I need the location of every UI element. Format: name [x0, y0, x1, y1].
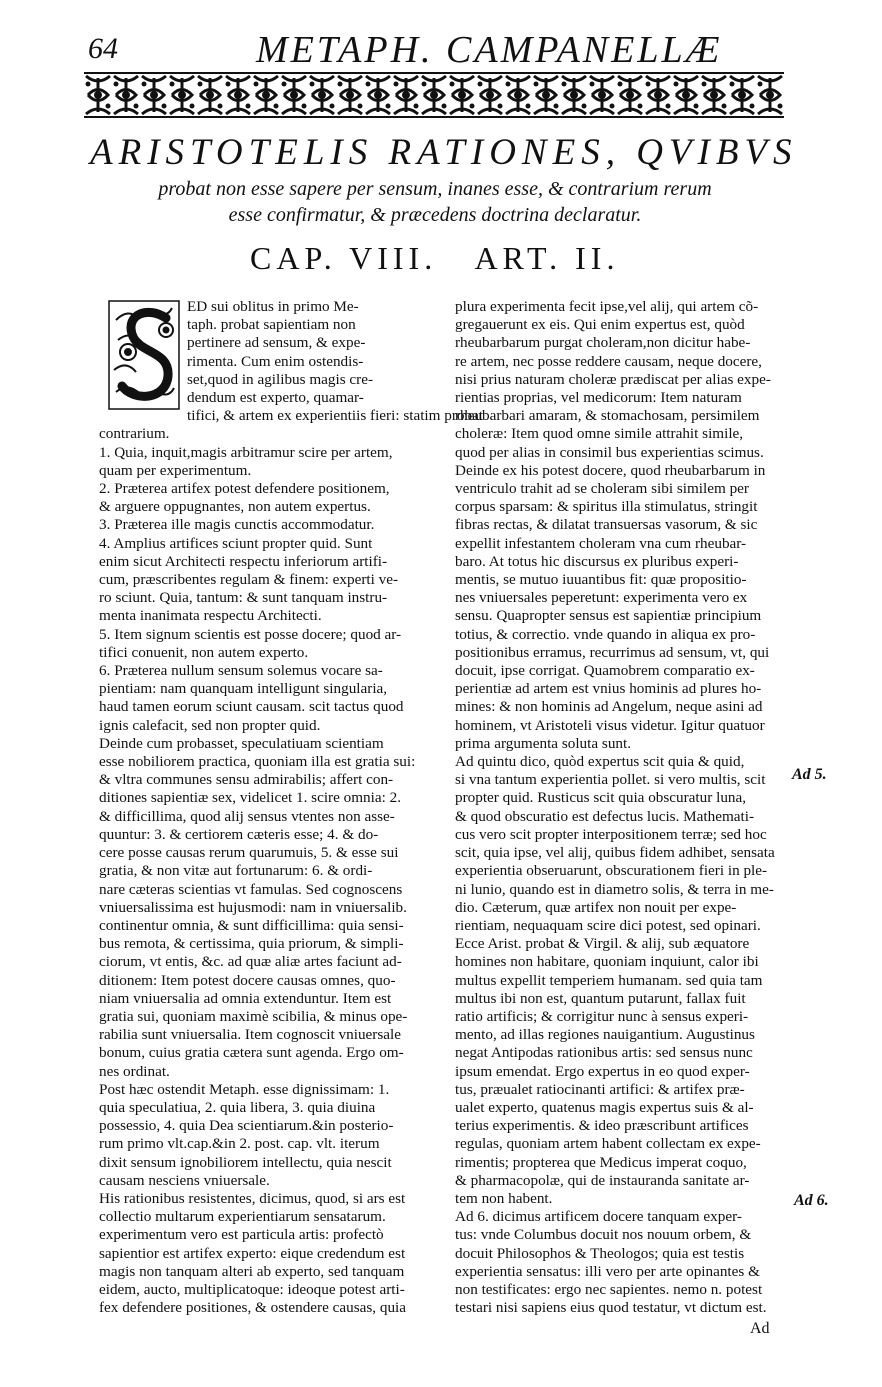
left-column-line: ciorum, vt entis, &c. ad quæ aliæ artes faciunt ad- [99, 953, 402, 971]
right-column-line: gregauerunt ex eis. Qui enim expertus est, quòd [455, 316, 745, 334]
right-column-line: ventriculo trahit ad se choleram sibi similem per [455, 480, 749, 498]
right-column-line: positionibus erramus, recurrimus ad sensum, vt, qui [455, 643, 770, 661]
right-column-line: experientia sensatus: illi vero per arte opinantes & [455, 1262, 760, 1280]
left-column-line: Deinde cum probasset, speculatiuam scientiam [99, 734, 384, 752]
page-number: 64 [88, 32, 118, 65]
left-column-line: & vltra communes sensu admirabilis; affert con- [99, 771, 394, 789]
chapter-title-line3: esse confirmatur, & præcedens doctrina declaratur. [228, 204, 642, 226]
right-column-line: rheubarbari amaram, & stomachosam, persimilem [455, 407, 760, 425]
right-column-line: multus expellit temperiem humanam. sed quia tam [455, 971, 763, 989]
right-column-line: Ad 6. dicimus artificem docere tanquam exper- [455, 1208, 742, 1226]
left-column-line: enim sicut Architecti respectu inferiorum artifi- [99, 552, 388, 570]
margin-note-ad6: Ad 6. [794, 1192, 829, 1209]
left-column-line: rum primo vlt.cap.&in 2. post. cap. vlt. iterum [99, 1135, 380, 1153]
left-column-line: 5. Item signum scientis est posse docere; quod ar- [99, 625, 402, 643]
right-column-line: nes vniuersales peperetunt: experimenta vero ex [455, 589, 748, 607]
right-column-line: expellit infestantem choleram vna cum rheubar- [455, 534, 747, 552]
left-column-line: 4. Amplius artifices sciunt propter quid. Sunt [99, 534, 373, 552]
left-column-line: dendum est experto, quamar- [187, 389, 364, 407]
right-column-line: propter quid. Rusticus scit quia obscuratur luna, [455, 789, 747, 807]
left-column-line: nes ordinat. [99, 1062, 170, 1080]
left-column-line: menta inanimata respectu Architecti. [99, 607, 322, 625]
right-column-line: prima argumenta soluta sunt. [455, 734, 632, 752]
left-column-line: rimenta. Cum enim ostendis- [187, 352, 364, 370]
right-column-line: si vna tantum experientia pollet. si vero multis, scit [455, 771, 766, 789]
right-column-line: fibras rectas, & dilatat transuersas vasorum, & sic [455, 516, 758, 534]
right-column-line: Ecce Arist. probat & Virgil. & alij, sub æquatore [455, 935, 750, 953]
page-header [56, 22, 786, 70]
left-column-line: ED sui oblitus in primo Me- [187, 298, 359, 315]
right-column-line: cus vero scit propter interpositionem terræ; sed hoc [455, 825, 767, 843]
right-column-line: re artem, nec posse reddere causam, neque docere, [455, 352, 762, 370]
left-column-line: & difficillima, quod alij sensus vtentes non asse- [99, 807, 395, 825]
left-column-line: sapientior est artifex experto: eique credendum est [99, 1244, 406, 1262]
right-column-line: sensu. Quapropter sensus est sapientiæ principium [455, 607, 762, 625]
left-column [99, 298, 484, 1317]
left-column-line: pientiam: nam quanquam intelligunt singularia, [99, 680, 388, 698]
left-column-line: quia speculatiua, 2. quia libera, 3. quia diuina [99, 1098, 376, 1116]
right-column-line: tus: vnde Columbus docuit nos nouum orbem, & [455, 1226, 752, 1244]
left-column-line: quam per experimentum. [99, 461, 252, 479]
chapter-heading: CAP. VIII. ART. II. [250, 240, 620, 276]
left-column-line: ditionem: Item potest docere causas omnes, quo- [99, 971, 396, 989]
right-column-line: mento, ad illas regiones nauigantium. Augustinus [455, 1026, 755, 1044]
left-column-line: esse nobiliorem practica, quoniam illa est gratia sui: [99, 753, 416, 771]
left-column-line: tifici conuenit, non autem experto. [99, 643, 309, 661]
left-column-line: nare cæteras scientias vt famulas. Sed cognoscens [99, 880, 403, 898]
left-column-line: tifici, & artem ex experientiis fieri: statim probat [187, 407, 484, 425]
right-column-line: mentis, se mutuo iuuantibus fit: quæ propositio- [455, 571, 747, 589]
left-column-line: fex defendere positiones, & ostendere causas, quia [99, 1299, 407, 1317]
left-column-line: bus remota, & certissima, quia priorum, & simpli- [99, 935, 404, 953]
right-column-line: rientiam, nequaquam scire dici potest, sed opinari. [455, 916, 761, 934]
left-column-line: ro sciunt. Quia, tantum: & sunt tanquam instru- [99, 589, 388, 607]
right-column-line: tus, præualet ratiocinanti artifici: & artifex præ- [455, 1080, 745, 1098]
right-column-line: plura experimenta fecit ipse,vel alij, qui artem cõ- [455, 298, 759, 315]
left-column-line: vniuersalissima est hujusmodi: nam in vniuersalib. [99, 898, 407, 916]
right-column-line: dio. Cæterum, quæ artifex non nouit per expe- [455, 898, 737, 916]
left-column-line: ditiones sapientiæ sex, videlicet 1. scire omnia: 2. [99, 789, 401, 807]
right-column-line: negat Antipodas rationibus artis: sed sensus nunc [455, 1044, 753, 1062]
left-column-line: gratia, & non vitæ aut fortunarum: 6. & ordi- [99, 862, 373, 880]
catchword: Ad [750, 1320, 770, 1337]
chapter-title-line2: probat non esse sapere per sensum, inanes esse, & contrarium rerum [158, 178, 712, 200]
right-column-line: tem non habent. [455, 1189, 553, 1207]
left-column-line: cere posse causas rerum quarumuis, 5. & esse sui [99, 844, 399, 862]
right-column-line: choleræ: Item quod omne simile attrahit simile, [455, 425, 744, 443]
left-column-line: 1. Quia, inquit,magis arbitramur scire per artem, [99, 443, 393, 461]
right-column-line: nisi prius naturam choleræ prædiscat per alias expe- [455, 370, 771, 388]
right-column-line: testari nisi sapiens eius quod testatur, vt dictum est. [455, 1299, 767, 1317]
left-column-line: 2. Præterea artifex potest defendere positionem, [99, 480, 390, 498]
right-column-line: hominem, vt Aristoteli visus videtur. Igitur quatuor [455, 716, 765, 734]
ornamental-band [84, 72, 784, 118]
right-column-line: quod per alias in consimil bus experientias scimus. [455, 443, 764, 461]
right-column-line: rheubarbarum purgat choleram,non dicitur habe- [455, 334, 751, 352]
left-column-line: 3. Præterea ille magis cunctis accommodatur. [99, 516, 375, 534]
left-column-line: taph. probat sapientiam non [187, 316, 356, 334]
left-column-line: dixit sensum ignobiliorem intellectu, quia nescit [99, 1153, 392, 1171]
right-column-line: ipsum emendat. Ergo expertus in eo quod exper- [455, 1062, 750, 1080]
right-column-line: rientias proprias, vel medicorum: Item naturam [455, 389, 742, 407]
right-column-line: docuit, ipse corrigat. Quamobrem comparatio ex- [455, 662, 755, 680]
left-column-line: & arguere oppugnantes, non autem expertus. [99, 498, 371, 516]
right-column-line: terius experimentis. & ideo præscribunt artifices [455, 1117, 749, 1135]
left-column-line: pertinere ad sensum, & expe- [187, 334, 366, 352]
left-column-line: rabilia sunt vniuersalia. Item cognoscit vniuersale [99, 1026, 401, 1044]
chapter-title-line1: ARISTOTELIS RATIONES, QVIBVS [90, 132, 798, 173]
chapter-title [90, 130, 798, 228]
right-column-line: docuit Philosophos & Theologos; quia est testis [455, 1244, 745, 1262]
left-column-line: contrarium. [99, 425, 170, 443]
right-column-line: ualet experto, quatenus magis expertus suis & al- [455, 1098, 754, 1116]
left-column-line: magis non tanquam alteri ab experto, sed tanquam [99, 1262, 405, 1280]
right-column-line: regulas, quoniam artem habent collectam ex expe- [455, 1135, 761, 1153]
right-column-line: & quod obscuratio est defectus lucis. Mathemati- [455, 807, 755, 825]
right-column-line: Ad quintu dico, quòd expertus scit quia & quid, [455, 753, 745, 771]
right-column-line: non testificates: ergo nec sapientes. nemo n. potest [455, 1280, 763, 1298]
right-column-line: totius, & correctio. vnde quando in aliqua ex pro- [455, 625, 756, 643]
left-column-line: His rationibus resistentes, dicimus, quod, si ars est [99, 1189, 406, 1207]
right-column-line: ni lunio, quando est in diametro solis, & terra in me- [455, 880, 774, 898]
left-column-line: collectio multarum experientiarum sensatarum. [99, 1208, 386, 1226]
left-column-line: haud tamen eorum sciunt causam. scit tactus quod [99, 698, 404, 716]
left-column-line: eidem, aucto, multiplicatoque: ideoque potest arti- [99, 1280, 405, 1298]
right-column-line: ratio artificis; & corrigitur nunc à sensus experi- [455, 1007, 749, 1025]
right-column-line: multus ibi non est, quantum putarunt, fallax fuit [455, 989, 746, 1007]
left-column-line: 6. Præterea nullum sensum solemus vocare sa- [99, 662, 383, 680]
left-column-line: possessio, 4. quia Dea scientiarum.&in posterio- [99, 1117, 394, 1135]
left-column-line: set,quod in agilibus magis cre- [187, 370, 374, 388]
left-column-line: gratia sui, quoniam maximè scibilia, & minus ope- [99, 1007, 408, 1025]
left-column-line: causam nesciens vniuersale. [99, 1171, 270, 1189]
right-column-line: experientia obseruarunt, obscurationem fieri in ple- [455, 862, 768, 880]
right-column-line: Deinde ex his potest docere, quod rheubarbarum in [455, 461, 766, 479]
right-column-line: & pharmacopolæ, qui de instauranda sanitate ar- [455, 1171, 750, 1189]
right-column [455, 298, 792, 1317]
right-column-line: mines: & non hominis ad Angelum, neque asini ad [455, 698, 763, 716]
left-column-line: niam vniuersalia ad omnia extenduntur. Item est [99, 989, 392, 1007]
left-column-line: continentur omnia, & sunt difficillima: quia sensi- [99, 916, 404, 934]
right-column-line: perientiæ ad artem est vnius hominis ad plures ho- [455, 680, 762, 698]
margin-note-ad5: Ad 5. [792, 766, 827, 783]
left-column-line: quuntur: 3. & certiorem cæteris esse; 4. & do- [99, 825, 379, 843]
left-column-line: cum, præscribentes regulam & finem: experti ve- [99, 571, 399, 589]
right-column-line: baro. At totus hic discursus ex pluribus experi- [455, 552, 739, 570]
left-column-line: experimentum vero est particula artis: profectò [99, 1226, 384, 1244]
right-column-line: scit, quia ipse, vel alij, quibus fidem adhibet, sensata [455, 844, 775, 862]
left-column-line: bonum, cuius gratia cætera sunt agenda. Ergo om- [99, 1044, 404, 1062]
right-column-line: corpus sparsam: & spiritus illa stimulatus, stringit [455, 498, 758, 516]
left-column-line: ignis calefacit, sed non propter quid. [99, 716, 321, 734]
left-column-line: Post hæc ostendit Metaph. esse dignissimam: 1. [99, 1080, 390, 1098]
right-column-line: homines non habitare, quoniam inquiunt, calor ibi [455, 953, 759, 971]
right-column-line: rimentis; propterea que Medicus imperat coquo, [455, 1153, 747, 1171]
running-title: METAPH. CAMPANELLÆ [256, 29, 723, 71]
